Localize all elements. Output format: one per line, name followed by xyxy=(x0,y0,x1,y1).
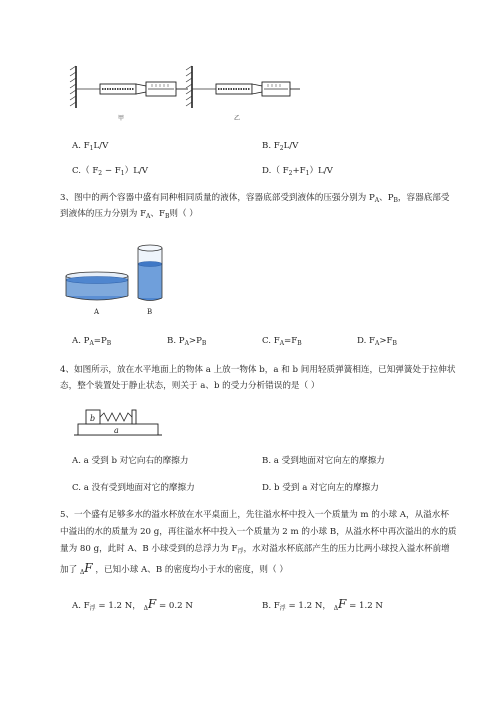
q5-stem-line1: 5、一个盛有足够多水的溢水杯放在水平桌面上，先往溢水杯中投入一个质量为 m 的小球 A，从溢水杯 xyxy=(60,510,449,520)
container-a-label: A xyxy=(94,308,100,316)
q3-stem-line2: 到液体的压力分别为 $F_A$、$F_B$则（ ） xyxy=(60,209,198,220)
figure-label-right: 乙 xyxy=(234,115,241,122)
q2-option-d: D.（ $F_2+F_1)L/V$ xyxy=(262,166,333,177)
q5-option-a: A. $F_浮 = 1.2$ N， $_\Delta$F = 0.2 N xyxy=(72,597,193,612)
q3-option-d: D. $F_A>F_B$ xyxy=(357,336,397,347)
blocks-spring-figure xyxy=(74,402,164,440)
q3-option-a: A. $P_A=P_B$ xyxy=(72,336,112,347)
q4-option-d: D. b 受到 a 对它向左的摩擦力 xyxy=(262,483,379,493)
block-b-label: b xyxy=(90,414,96,423)
q5-option-b: B. $F_浮 = 1.2$ N， $_\Delta$F = 1.2 N xyxy=(262,597,383,612)
figure-label-left: 甲 xyxy=(118,115,125,122)
q2-option-a: A. $F_1L/V$ xyxy=(72,141,109,152)
q4-stem-line1: 4、如图所示，放在水平地面上的物体 a 上放一物体 b，a 和 b 间用轻质弹簧相连，已知弹簧处于拉伸状 xyxy=(60,365,456,375)
q5-stem-line2: 中溢出的水的质量为 20 g，再往溢水杯中投入一个质量为 2 m 的小球 B，从溢水杯中再次溢出的水的质 xyxy=(60,527,457,537)
q5-stem-line3: 量为 80 g，此时 A、B 小球受到的总浮力为 $F_浮$，水对溢水杯底部产生的压力比两小球投入溢水杯前增 xyxy=(60,544,450,555)
q4-option-b: B. a 受到地面对它向左的摩擦力 xyxy=(262,456,385,466)
q2-option-c: C.（ $F_2 - F_1)L/V$ xyxy=(72,166,148,177)
q5-stem-line4: 加了 $_\Delta$F ，已知小球 A、B 的密度均小于水的密度，则（ ） xyxy=(60,561,288,576)
q2-option-b: B. $F_2L/V$ xyxy=(262,141,299,152)
block-a-label: a xyxy=(114,426,119,435)
q4-option-c: C. a 没有受到地面对它的摩擦力 xyxy=(72,483,195,493)
q4-option-a: A. a 受到 b 对它向右的摩擦力 xyxy=(72,456,189,466)
q3-option-c: C. $F_A=F_B$ xyxy=(262,336,302,347)
q3-option-b: B. $P_A>P_B$ xyxy=(167,336,207,347)
q4-stem-line2: 态，整个装置处于静止状态，则关于 a、b 的受力分析错误的是（ ） xyxy=(60,381,320,391)
containers-figure xyxy=(60,232,180,316)
spring-scale-figure xyxy=(60,58,310,128)
q3-stem-line1: 3、图中的两个容器中盛有同种相同质量的液体，容器底部受到液体的压强分别为 $P_A$、$P_B$，容器底部受 xyxy=(60,193,450,204)
container-b-label: B xyxy=(147,308,153,316)
